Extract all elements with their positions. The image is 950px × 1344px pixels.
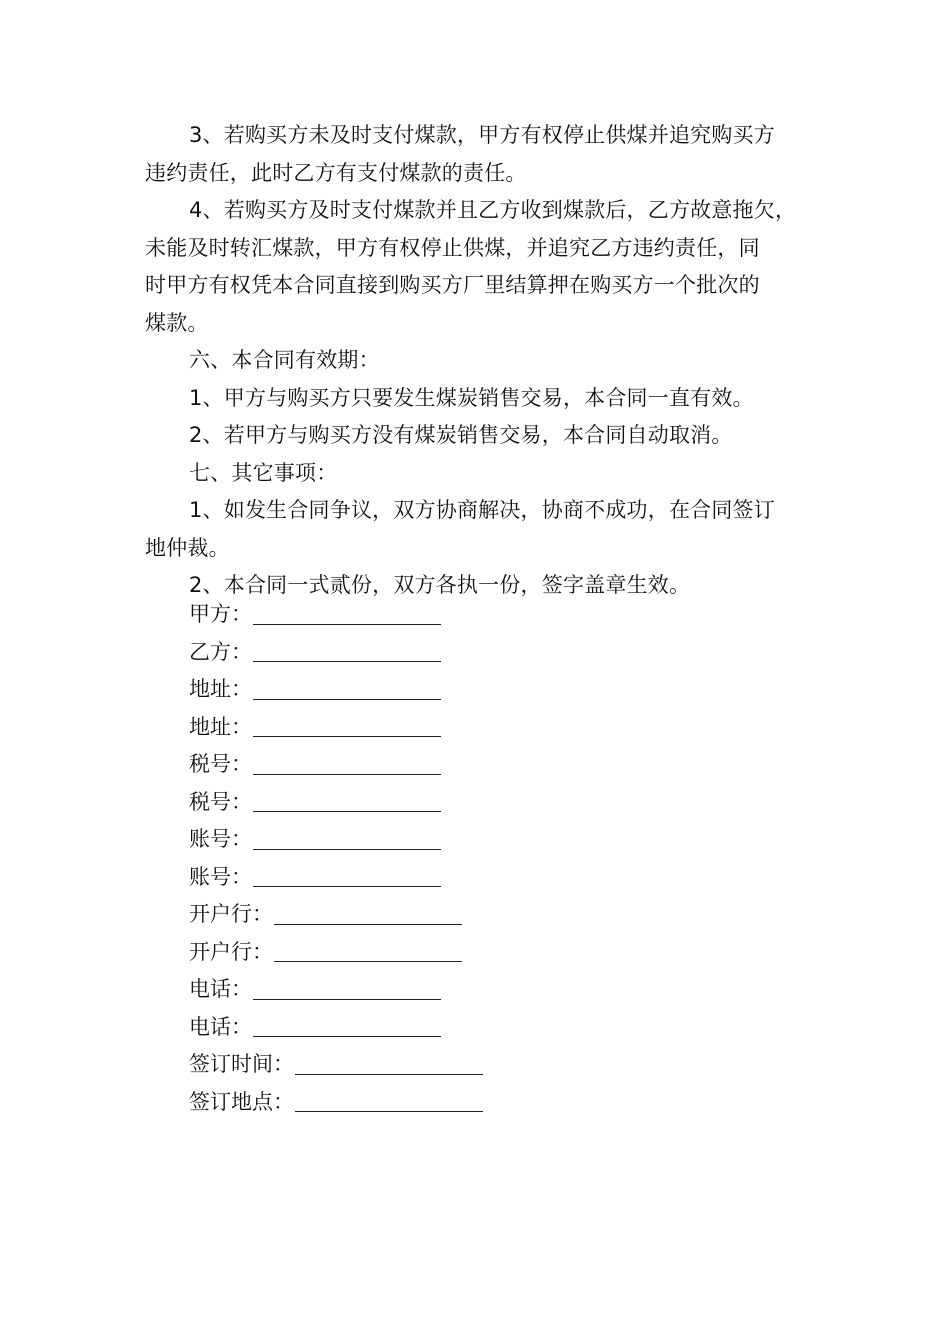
section-7-heading — [145, 455, 813, 493]
signature-block — [189, 596, 483, 1121]
blank-line — [295, 1073, 483, 1075]
blank-line — [253, 998, 441, 1000]
clause-6-2 — [145, 417, 813, 455]
clause-6-1 — [145, 380, 813, 418]
clause-7-1 — [145, 492, 813, 567]
signature-row-party-a — [189, 596, 483, 634]
section-6-heading — [145, 342, 813, 380]
signature-row-tax-b — [189, 784, 483, 822]
blank-line — [253, 660, 441, 662]
blank-line — [253, 810, 441, 812]
text-line: 煤款。 — [145, 310, 209, 335]
field-label: 电话： — [189, 1014, 252, 1039]
text-line: 1、甲方与购买方只要发生煤炭销售交易，本合同一直有效。 — [189, 385, 754, 410]
text-line: 六、本合同有效期： — [189, 348, 380, 372]
blank-line — [253, 1035, 441, 1037]
text-line: 1、如发生合同争议，双方协商解决，协商不成功，在合同签订 — [189, 498, 775, 522]
text-line: 未能及时转汇煤款，甲方有权停止供煤，并追究乙方违约责任，同 — [145, 235, 760, 260]
signature-row-phone-a — [189, 971, 483, 1009]
text-line: 七、其它事项： — [189, 460, 338, 485]
field-label: 税号： — [189, 789, 252, 814]
blank-line — [253, 698, 441, 700]
signature-row-address-a — [189, 671, 483, 709]
signature-row-bank-a — [189, 896, 483, 934]
clause-5-4 — [145, 192, 813, 342]
field-label: 地址： — [189, 714, 252, 739]
signature-row-phone-b — [189, 1009, 483, 1047]
signature-row-party-b — [189, 634, 483, 672]
signature-row-tax-a — [189, 746, 483, 784]
signature-row-sign-place — [189, 1084, 483, 1122]
field-label: 账号： — [189, 827, 252, 851]
text-line: 地仲裁。 — [145, 535, 230, 560]
field-label: 开户行： — [189, 939, 273, 964]
contract-body — [145, 117, 813, 605]
field-label: 地址： — [189, 677, 252, 701]
text-line: 时甲方有权凭本合同直接到购买方厂里结算押在购买方一个批次的 — [145, 273, 760, 297]
signature-row-bank-b — [189, 934, 483, 972]
text-line: 违约责任，此时乙方有支付煤款的责任。 — [145, 160, 527, 185]
blank-line — [253, 848, 441, 850]
clause-5-3 — [145, 117, 813, 192]
blank-line — [295, 1110, 483, 1112]
blank-line — [274, 923, 462, 925]
signature-row-account-b — [189, 859, 483, 897]
blank-line — [253, 623, 441, 625]
text-line: 4、若购买方及时支付煤款并且乙方收到煤款后，乙方故意拖欠， — [189, 198, 797, 222]
text-line: 2、本合同一式贰份，双方各执一份，签字盖章生效。 — [189, 573, 691, 597]
field-label: 账号： — [189, 864, 252, 889]
signature-row-address-b — [189, 709, 483, 747]
signature-row-sign-date — [189, 1046, 483, 1084]
field-label: 税号： — [189, 752, 252, 776]
signature-row-account-a — [189, 821, 483, 859]
field-label: 电话： — [189, 977, 252, 1001]
blank-line — [274, 960, 462, 962]
blank-line — [253, 735, 441, 737]
field-label: 甲方： — [189, 602, 252, 626]
blank-line — [253, 773, 441, 775]
text-line: 3、若购买方未及时支付煤款，甲方有权停止供煤并追究购买方 — [189, 123, 775, 147]
field-label: 签订地点： — [189, 1089, 294, 1114]
text-line: 2、若甲方与购买方没有煤炭销售交易，本合同自动取消。 — [189, 423, 733, 447]
field-label: 乙方： — [189, 639, 252, 664]
blank-line — [253, 885, 441, 887]
field-label: 开户行： — [189, 902, 273, 926]
field-label: 签订时间： — [189, 1052, 294, 1076]
